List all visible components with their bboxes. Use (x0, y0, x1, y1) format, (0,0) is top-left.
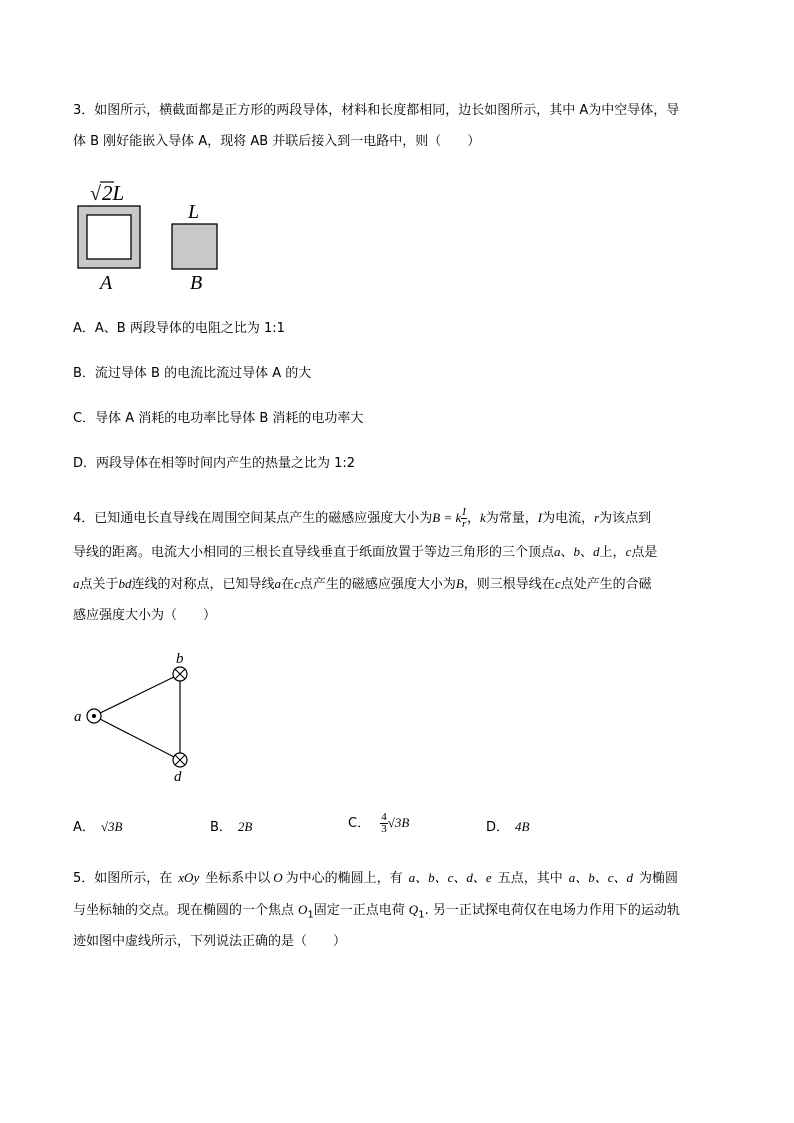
vertex-b-label: b (176, 651, 184, 667)
conductor-b (172, 224, 217, 269)
label-L: L (188, 201, 200, 223)
q5-stem-line1: 5．如图所示，在 xOy 坐标系中以 O 为中心的椭圆上，有 a、b、c、d、e 五点，其中 a、b、c、d 为椭圆 (73, 870, 678, 886)
wire-b-into-page-icon (173, 667, 187, 681)
q5-stem-line3: 迹如图中虚线所示，下列说法正确的是（ ） (73, 934, 347, 949)
q3-figure (72, 176, 232, 296)
wire-a-out-of-page-icon (87, 709, 101, 723)
q3-option-a: A．A、B 两段导体的电阻之比为 1:1 (73, 321, 285, 336)
q3-option-d: D．两段导体在相等时间内产生的热量之比为 1:2 (73, 456, 356, 471)
q4-triangle-figure (70, 650, 200, 790)
sqrt-symbol: √ (90, 183, 101, 205)
conductor-a-label-top (90, 181, 124, 205)
q4-stem-line2: 导线的距离。电流大小相同的三根长直导线垂直于纸面放置于等边三角形的三个顶点a、b、d上，c点是 (73, 544, 658, 560)
label-A: A (100, 272, 113, 294)
label-B: B (190, 272, 203, 294)
q4-stem-line3: a点关于bd连线的对称点，已知导线a在c点产生的磁感应强度大小为B，则三根导线在c点处产生的合磁 (73, 576, 652, 592)
q4-option-c: C． $\frac{4}{3}$ √3B (348, 811, 410, 835)
edge-ad (94, 716, 180, 760)
q4-option-a: A． √3B (73, 819, 123, 835)
wire-d-into-page-icon (173, 753, 187, 767)
formula-b: B = k (432, 510, 462, 525)
vertex-a-label: a (74, 709, 82, 725)
q4-option-b: B． 2B (210, 819, 253, 835)
q3-option-b: B．流过导体 B 的电流比流过导体 A 的大 (73, 366, 312, 381)
edge-ab (94, 674, 180, 716)
label-2L: 2L (102, 181, 125, 205)
q3-stem-line1: 3．如图所示，横截面都是正方形的两段导体，材料和长度都相同，边长如图所示，其中 A为中空导体，导 (73, 103, 680, 118)
q4-option-d: D． 4B (486, 819, 530, 835)
q4-stem-line1: 4．已知通电长直导线在周围空间某点产生的磁感应强度大小为B = k $\frac{I}{r}$ ，k为常量，I为电流，r为该点到 (73, 506, 652, 530)
q3-stem-line2: 体 B 刚好能嵌入导体 A，现将 AB 并联后接入到一电路中，则（ ） (73, 134, 481, 149)
vertex-d-label: d (174, 769, 182, 785)
q3-option-c: C．导体 A 消耗的电功率比导体 B 消耗的电功率大 (73, 411, 364, 426)
q4-stem-line4: 感应强度大小为（ ） (73, 608, 217, 623)
conductor-a-hollow (87, 215, 131, 259)
formula-fraction: $\frac{I}{r}$ (461, 506, 467, 530)
q5-stem-line2: 与坐标轴的交点。现在椭圆的一个焦点 $O_1$固定一正点电荷 $Q_1$. 另一正试探电荷仅在电场力作用下的运动轨 (73, 902, 680, 921)
